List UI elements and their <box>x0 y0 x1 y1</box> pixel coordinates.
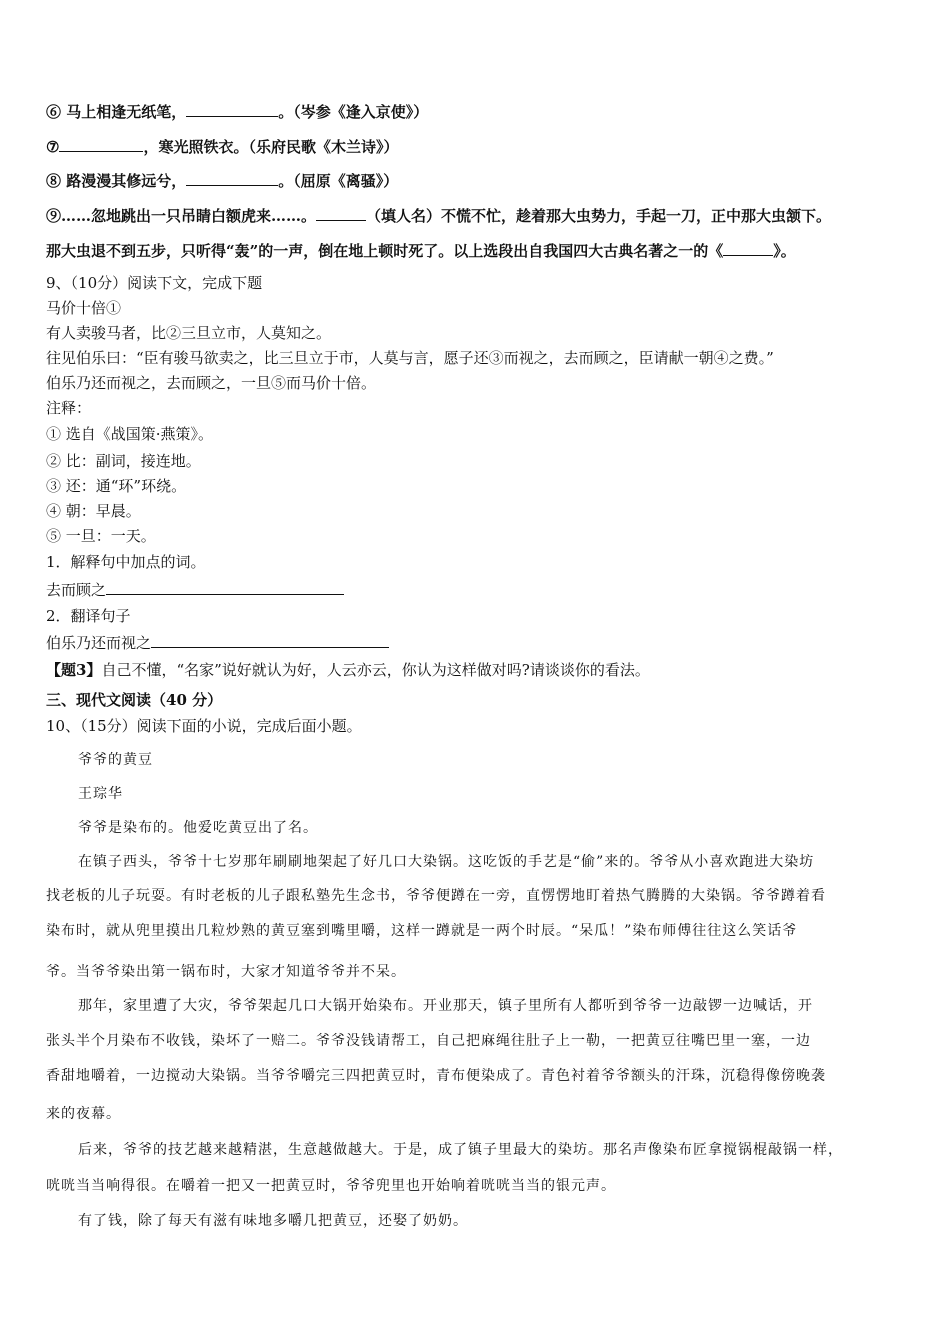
task-2-phrase: 伯乐乃还而视之 <box>46 634 152 652</box>
q6-text: ⑥ 马上相逢无纸笔， <box>46 103 187 121</box>
q8-source: 。（屈原《离骚》） <box>278 172 399 190</box>
story-p3-line4: 来的夜幕。 <box>46 1106 121 1122</box>
notes-label: 注释： <box>46 399 92 417</box>
task-1-item <box>46 580 344 600</box>
q6-source: 。（岑参《逢入京使》） <box>278 103 429 121</box>
note-3: ③ 还：通“环”环绕。 <box>46 477 187 495</box>
q8-text: ⑧ 路漫漫其修远兮， <box>46 172 187 190</box>
q9-passage-mid: （填人名）不慌不忙，趁着那大虫势力，手起一刀，正中那大虫颔下。 <box>366 207 832 225</box>
task-3-label: 【题3】 <box>46 661 102 679</box>
q9-title: 马价十倍① <box>46 299 122 317</box>
story-p3-line1: 那年，家里遭了大灾，爷爷架起几口大锅开始染布。开业那天，镇子里所有人都听到爷爷一边敲锣一边喊话，开 <box>78 998 813 1014</box>
story-p4-line2: 咣咣当当响得很。在嚼着一把又一把黄豆时，爷爷兜里也开始响着咣咣当当的银元声。 <box>46 1178 616 1194</box>
story-p3-line2: 张头半个月染布不收钱，染坏了一赔二。爷爷没钱请帮工，自己把麻绳往肚子上一勒，一把黄豆往嘴巴里一塞，一边 <box>46 1033 811 1049</box>
question-9-passage-cont <box>46 241 796 261</box>
task-3-text: 自己不懂，“名家”说好就认为好，人云亦云，你认为这样做对吗?请谈谈你的看法。 <box>101 661 650 679</box>
q9-passage-end: 那大虫退不到五步，只听得“轰”的一声，倒在地上顿时死了。以上选段出自我国四大古典名著之一的《 <box>46 242 724 260</box>
question-8 <box>46 171 398 191</box>
task-2-item <box>46 633 389 653</box>
task-2: 2．翻译句子 <box>46 607 131 625</box>
note-1: ① 选自《战国策·燕策》。 <box>46 425 214 443</box>
q9-closing: 》。 <box>773 242 796 260</box>
story-p2-line3: 染布时，就从兜里摸出几粒炒熟的黄豆塞到嘴里嚼，这样一蹲就是一两个时辰。“呆瓜！”染布师傅往往这么笑话爷 <box>46 923 798 939</box>
q9-line-2: 往见伯乐曰：“臣有骏马欲卖之，比三旦立于市，人莫与言，愿子还③而视之，去而顾之，臣请献一朝④之费。” <box>46 349 774 367</box>
note-4: ④ 朝：早晨。 <box>46 502 141 520</box>
q7-number: ⑦ <box>46 138 60 156</box>
q9-line-3: 伯乐乃还而视之，去而顾之，一旦⑤而马价十倍。 <box>46 374 377 392</box>
story-p3-line3: 香甜地嚼着，一边搅动大染锅。当爷爷嚼完三四把黄豆时，青布便染成了。青色衬着爷爷额头的汗珠，沉稳得像傍晚袭 <box>46 1068 826 1084</box>
q8-blank[interactable] <box>186 171 278 186</box>
section-3-heading: 三、现代文阅读（40 分） <box>46 691 223 709</box>
story-p2-line1: 在镇子西头，爷爷十七岁那年刷刷地架起了好几口大染锅。这吃饭的手艺是“偷”来的。爷爷从小喜欢跑进大染坊 <box>78 854 815 870</box>
task-1-answer-blank[interactable] <box>106 580 344 595</box>
note-5: ⑤ 一旦：一天。 <box>46 527 156 545</box>
task-2-answer-blank[interactable] <box>151 633 389 648</box>
story-p2-line2: 找老板的儿子玩耍。有时老板的儿子跟私塾先生念书，爷爷便蹲在一旁，直愣愣地盯着热气腾腾的大染锅。爷爷蹲着看 <box>46 888 826 904</box>
q10-header: 10、（15分）阅读下面的小说，完成后面小题。 <box>46 717 362 735</box>
note-2: ② 比：副词，接连地。 <box>46 452 201 470</box>
q9-passage-start: ⑨……忽地跳出一只吊睛白额虎来……。 <box>46 207 317 225</box>
q7-blank[interactable] <box>59 137 143 152</box>
q9-book-blank[interactable] <box>723 241 773 256</box>
question-7 <box>46 137 398 157</box>
task-3 <box>46 660 650 680</box>
question-6 <box>46 102 428 122</box>
q9-header: 9、（10分）阅读下文，完成下题 <box>46 274 263 292</box>
task-1-phrase: 去而顾之 <box>46 581 107 599</box>
q7-text: ，寒光照铁衣。（乐府民歌《木兰诗》） <box>143 138 399 156</box>
q9-line-1: 有人卖骏马者，比②三旦立市，人莫知之。 <box>46 324 332 342</box>
q6-blank[interactable] <box>186 102 278 117</box>
story-title: 爷爷的黄豆 <box>78 752 153 768</box>
story-p5: 有了钱，除了每天有滋有味地多嚼几把黄豆，还娶了奶奶。 <box>78 1213 468 1229</box>
question-9-passage <box>46 206 831 226</box>
story-author: 王琮华 <box>78 786 123 802</box>
task-1: 1．解释句中加点的词。 <box>46 553 206 571</box>
story-p4-line1: 后来，爷爷的技艺越来越精湛，生意越做越大。于是，成了镇子里最大的染坊。那名声像染布匠拿搅锅棍敲锅一样， <box>78 1142 843 1158</box>
story-p2-line4: 爷。当爷爷染出第一锅布时，大家才知道爷爷并不呆。 <box>46 964 406 980</box>
story-p1: 爷爷是染布的。他爱吃黄豆出了名。 <box>78 820 318 836</box>
q9-name-blank[interactable] <box>316 206 366 221</box>
